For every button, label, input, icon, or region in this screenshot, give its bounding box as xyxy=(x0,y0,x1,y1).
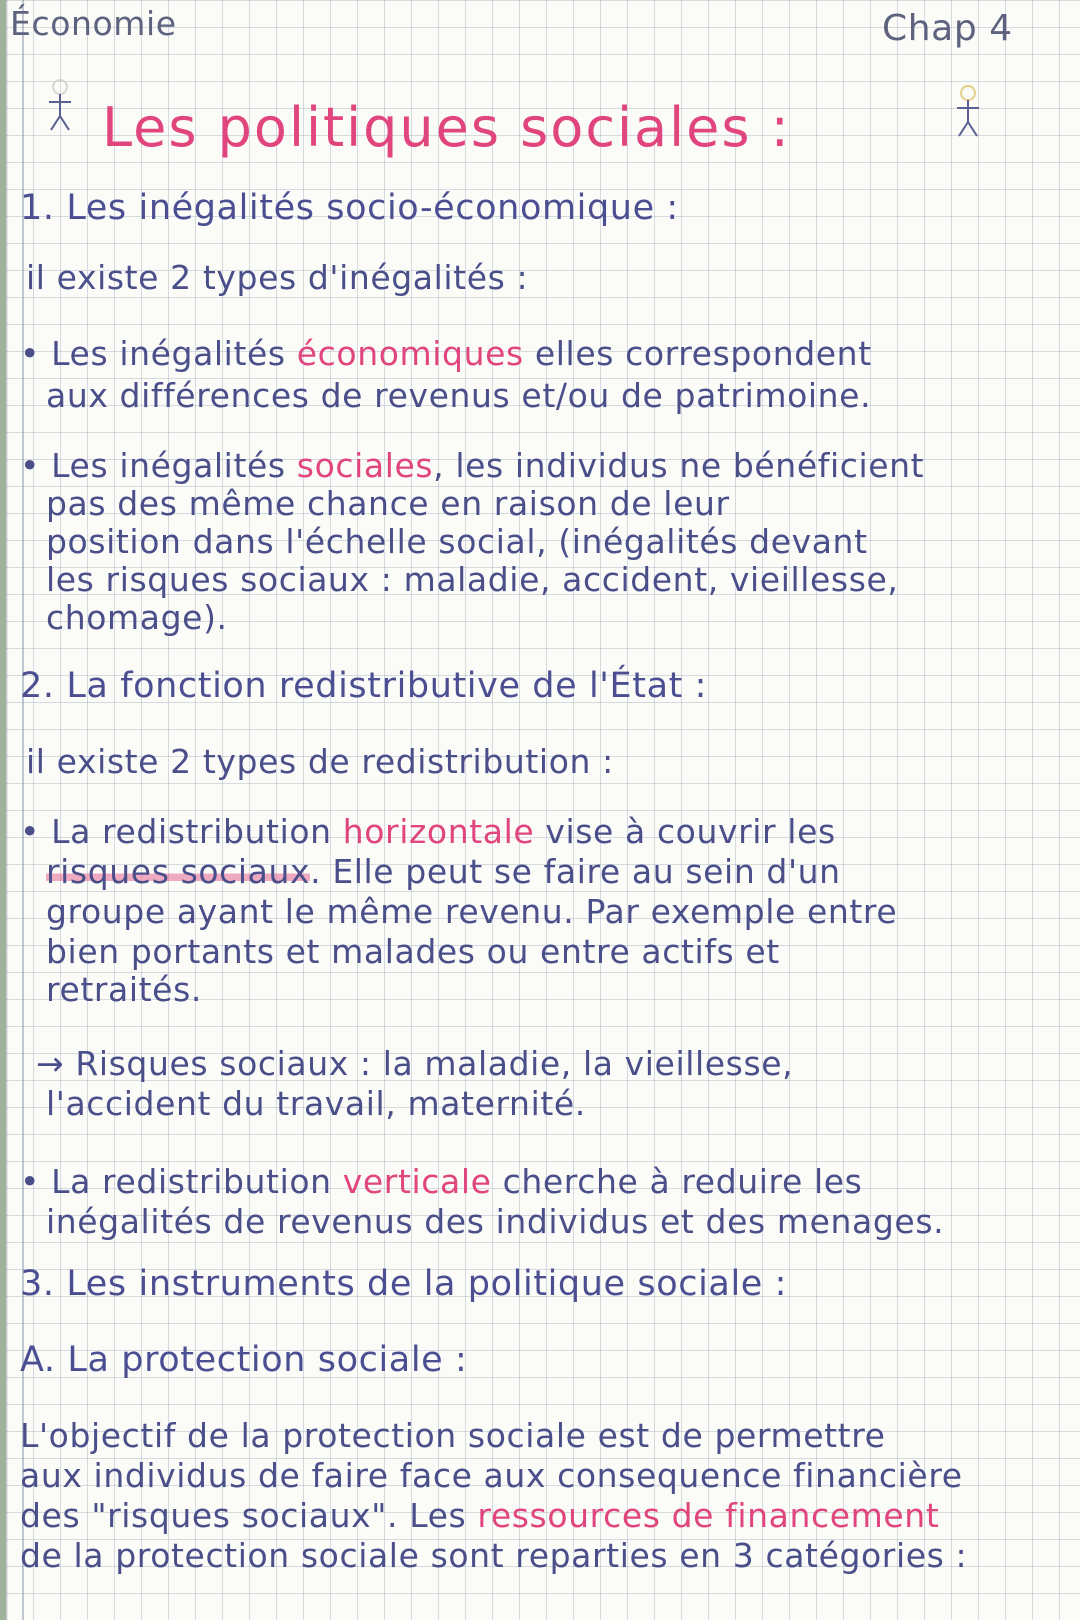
text-line: aux différences de revenus et/ou de patrimoine. xyxy=(46,376,872,415)
text-line: de la protection sociale sont reparties en 3 catégories : xyxy=(20,1536,968,1575)
keyword-verticale: verticale xyxy=(342,1162,492,1201)
text-line: position dans l'échelle social, (inégalités devant xyxy=(46,522,868,561)
text-line: pas des même chance en raison de leur xyxy=(46,484,730,523)
text-line: les risques sociaux : maladie, accident, vieillesse, xyxy=(46,560,899,599)
text-line: bien portants et malades ou entre actifs et xyxy=(46,932,780,971)
stick-figure-icon xyxy=(46,78,74,138)
text-segment: • Les inégalités xyxy=(20,446,286,485)
keyword-economiques: économiques xyxy=(296,334,524,373)
keyword-ressources: ressources xyxy=(477,1496,661,1535)
text-line: → Risques sociaux : la maladie, la vieillesse, xyxy=(36,1044,794,1083)
text-segment: • La redistribution xyxy=(20,812,332,851)
page-title: Les politiques sociales : xyxy=(102,96,791,159)
notebook-page xyxy=(6,0,1080,1620)
text-segment: elles correspondent xyxy=(534,334,872,373)
stick-figure-icon xyxy=(954,84,982,144)
text-line: aux individus de faire face aux consequence financière xyxy=(20,1456,963,1495)
section-heading-3: 3. Les instruments de la politique sociale : xyxy=(20,1264,788,1304)
subsection-heading-a: A. La protection sociale : xyxy=(20,1340,468,1380)
subject-label: Économie xyxy=(10,4,177,43)
chapter-label: Chap 4 xyxy=(882,8,1013,49)
keyword-financement: de financement xyxy=(671,1496,940,1535)
text-line: inégalités de revenus des individus et des menages. xyxy=(46,1202,945,1241)
text-line: groupe ayant le même revenu. Par exemple entre xyxy=(46,892,898,931)
text-line xyxy=(46,852,841,891)
text-line: chomage). xyxy=(46,598,228,637)
section-heading-2: 2. La fonction redistributive de l'État : xyxy=(20,666,708,706)
highlight-risques-sociaux: risques sociaux xyxy=(46,852,311,891)
keyword-horizontale: horizontale xyxy=(342,812,535,851)
keyword-sociales: sociales xyxy=(296,446,434,485)
text-line: l'accident du travail, maternité. xyxy=(46,1084,586,1123)
section-heading-1: 1. Les inégalités socio-économique : xyxy=(20,188,679,228)
text-line: il existe 2 types de redistribution : xyxy=(26,742,614,781)
text-line: L'objectif de la protection sociale est de permettre xyxy=(20,1416,886,1455)
text-line xyxy=(20,334,872,373)
text-segment: . Elle peut se faire au sein d'un xyxy=(310,852,841,891)
text-line: il existe 2 types d'inégalités : xyxy=(26,258,529,297)
text-segment: vise à couvrir les xyxy=(545,812,836,851)
text-segment: • La redistribution xyxy=(20,1162,332,1201)
text-line xyxy=(20,812,836,851)
text-segment: • Les inégalités xyxy=(20,334,286,373)
text-line: retraités. xyxy=(46,970,202,1009)
text-segment: des "risques sociaux". Les xyxy=(20,1496,467,1535)
text-line xyxy=(20,1496,939,1535)
text-segment: , les individus ne bénéficient xyxy=(433,446,925,485)
text-line xyxy=(20,1162,862,1201)
text-line xyxy=(20,446,924,485)
text-segment: cherche à reduire les xyxy=(502,1162,863,1201)
